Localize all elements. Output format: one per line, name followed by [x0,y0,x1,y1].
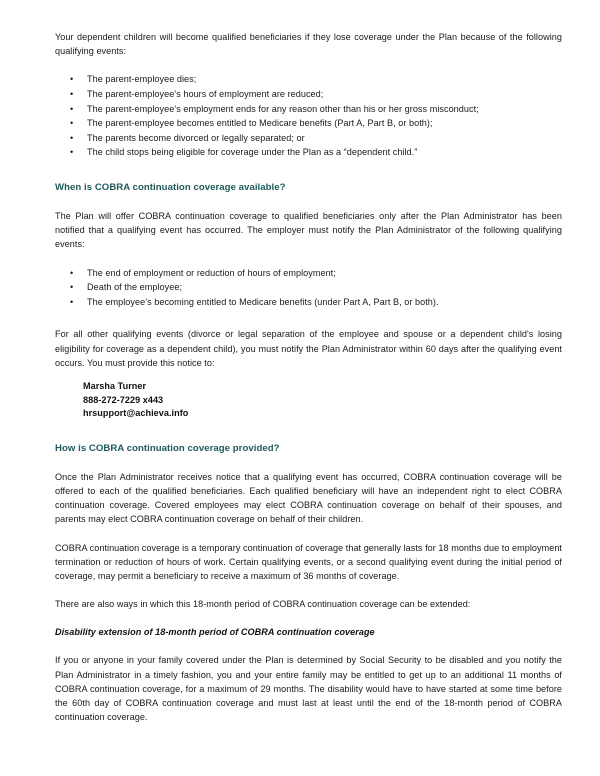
list-item-label: The end of employment or reduction of hours of employment; [87,267,336,278]
spacer [55,252,562,266]
bullet-icon: • [70,282,74,293]
bullet-icon: • [70,267,74,278]
list-item [55,131,562,146]
plan-administrator-contact-block [55,380,562,421]
list-item-label: The parent-employee dies; [87,74,197,85]
other-qualifying-events-paragraph: For all other qualifying events (divorce or legal separation of the employee and spouse or a dependent child's losing eligibility for coverage as a dependent child), you must notify the Plan Administrator within 60 days after the qualifying event occurs. You must provide this notice to: [55,329,562,368]
contact-phone: 888-272-7229 x443 [83,394,164,405]
subheading-disability-extension: Disability extension of 18-month period of COBRA continuation coverage [55,627,375,638]
list-item [55,280,562,295]
spacer [55,309,562,327]
contact-name: Marsha Turner [83,380,147,391]
list-item-label: Death of the employee; [87,282,183,293]
list-item-label: The parent-employee’s employment ends for any reason other than his or her gross misconduct; [87,103,479,114]
list-item [55,102,562,117]
section-heading-how-provided: How is COBRA continuation coverage provided? [55,442,280,454]
how-provided-paragraph-1: Once the Plan Administrator receives notice that a qualifying event has occurred, COBRA continuation coverage will be offered to each of the qualified beneficiaries. Each qualified beneficiary will have an independent right to elect COBRA continuation coverage. Covered employees may elect COBRA continuation coverage on behalf of their spouses, and parents may elect COBRA continuation coverage on behalf of their children. [55,471,562,525]
bullet-icon: • [70,118,74,129]
bullet-icon: • [70,132,74,143]
spacer [55,583,562,597]
section-heading-when-available: When is COBRA continuation coverage available? [55,181,286,193]
list-item-label: The parent-employee’s hours of employment are reduced; [87,89,324,99]
list-item-label: The child stops being eligible for coverage under the Plan as a “dependent child.” [87,147,418,158]
spacer [55,456,562,470]
list-item [55,145,562,160]
list-item [55,116,562,131]
list-item [55,266,562,281]
bullet-icon: • [70,74,74,85]
spacer [55,611,562,625]
how-provided-paragraph-3: There are also ways in which this 18-month period of COBRA continuation coverage can be extended: [55,599,471,610]
when-available-paragraph: The Plan will offer COBRA continuation coverage to qualified beneficiaries only after the Plan Administrator has been notified that a qualifying event has occurred. The employer must notify the Plan Administrator of the following qualifying events: [55,210,562,250]
contact-email: hrsupport@achieva.info [83,408,189,419]
list-item [55,87,562,102]
bullet-icon: • [70,89,74,99]
list-item-label: The parents become divorced or legally separated; or [87,132,305,143]
list-item-label: The parent-employee becomes entitled to Medicare benefits (Part A, Part B, or both); [87,118,433,129]
spacer [55,195,562,209]
spacer [55,58,562,72]
bullet-icon: • [70,103,74,114]
list-item [55,295,562,310]
spacer [55,527,562,541]
list-item [55,72,562,87]
list-item-label: The employee’s becoming entitled to Medicare benefits (under Part A, Part B, or both). [87,296,439,307]
spacer [55,370,562,380]
spacer [55,639,562,653]
bullet-icon: • [70,296,74,307]
disability-extension-paragraph: If you or anyone in your family covered under the Plan is determined by Social Security to be disabled and you notify the Plan Administrator in a timely fashion, you and your entire family may be entitled to get up to an additional 11 months of COBRA continuation coverage, for a maximum of 29 months. The disability would have to have started at some time before the 60th day of COBRA continuation coverage and must last at least until the end of the 18-month period of COBRA continuation coverage. [55,655,562,723]
dependent-events-list [55,72,562,160]
employer-notify-events-list [55,266,562,310]
how-provided-paragraph-2: COBRA continuation coverage is a temporary continuation of coverage that generally lasts for 18 months due to employment termination or reduction of hours of work. Certain qualifying events, or a second qualifying event during the initial period of coverage, may permit a beneficiary to receive a maximum of 36 months of coverage. [55,542,562,581]
spacer [55,160,562,181]
intro-paragraph: Your dependent children will become qualified beneficiaries if they lose coverage under the Plan because of the following qualifying events: [55,32,562,57]
spacer [55,421,562,442]
bullet-icon: • [70,147,74,158]
